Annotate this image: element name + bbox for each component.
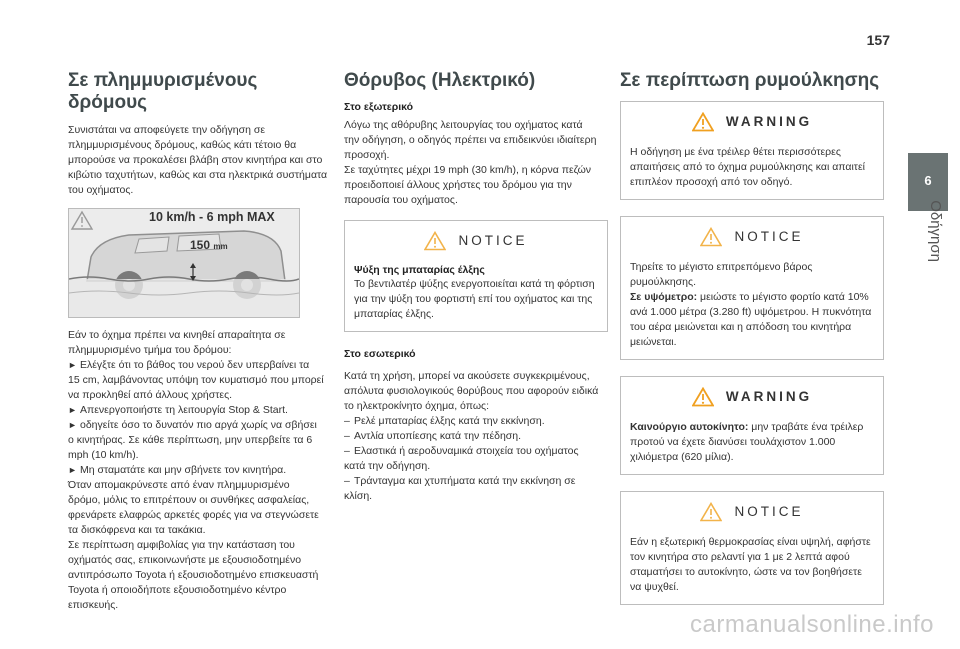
- notice-line: μπαταρίας έλξης.: [354, 307, 434, 320]
- chapter-number: 6: [924, 173, 932, 188]
- altitude-text: μειώστε το μέγιστο φορτίο κατά 10%: [697, 290, 869, 303]
- interior-line: απόλυτα φυσιολογικούς θορύβους που αφορούν ειδικά: [344, 384, 599, 397]
- warning-header: [630, 111, 874, 133]
- outro-line: Toyota ή οποιοδήποτε εξουσιοδοτημένο κέντρο: [68, 583, 287, 596]
- condition-line: Εάν το όχημα πρέπει να κινηθεί απαραίτητα σε: [68, 328, 286, 341]
- bullet-text: Ελέγξτε ότι το βάθος του νερού δεν υπερβαίνει τα: [80, 358, 310, 371]
- water-depth-label: [190, 238, 228, 252]
- notice-triangle-icon: [700, 227, 722, 247]
- bullet-text: Απενεργοποιήστε τη λειτουργία Stop & Start.: [80, 403, 288, 416]
- bullet-item: [68, 418, 332, 433]
- new-car-label: Καινούργιο αυτοκίνητο:: [630, 420, 749, 433]
- warning-line: χιλιόμετρα (620 μίλια).: [630, 450, 734, 463]
- notice-header: [354, 230, 598, 252]
- outro-line: επισκευής.: [68, 598, 119, 611]
- warning-title: WARNING: [725, 114, 813, 130]
- notice-triangle-icon: [424, 231, 446, 251]
- notice-header: [630, 226, 874, 248]
- warning-triangle-icon: [692, 112, 714, 132]
- notice-line: Τηρείτε το μέγιστο επιτρεπόμενο βάρος: [630, 260, 813, 273]
- bullet-item: [68, 358, 332, 373]
- notice-box-battery-cooling: [344, 220, 608, 332]
- new-car-text: μην τραβάτε ένα τρέιλερ: [748, 420, 864, 433]
- watermark-link[interactable]: carmanualsonline.info: [690, 611, 934, 638]
- exterior-subheading: Στο εξωτερικό: [344, 100, 414, 113]
- notice-title: NOTICE: [734, 504, 804, 520]
- exterior-line: προειδοποιεί άλλους χρήστες του δρόμου για την: [344, 178, 572, 191]
- exterior-line: προσοχή.: [344, 148, 390, 161]
- notice-title: NOTICE: [734, 229, 804, 245]
- bullet-text: ο κινητήρας. Σε κάθε περίπτωση, μην υπερβείτε τα 6: [68, 433, 313, 446]
- notice-header: [630, 501, 874, 523]
- outro-line: φρενάρετε ελαφρώς αρκετές φορές για να στεγνώσετε: [68, 508, 319, 521]
- outro-line: οχήματός σας, επικοινωνήστε με εξουσιοδοτημένο: [68, 553, 302, 566]
- column-towing: [620, 70, 884, 621]
- outro-line: δρόμο, μόλις το επιτρέπουν οι συνθήκες ασφαλείας,: [68, 493, 310, 506]
- intro-line: Συνιστάται να αποφεύγετε την οδήγηση σε: [68, 123, 266, 136]
- column-flooded-roads: [68, 70, 332, 613]
- page-number: 157: [866, 32, 890, 48]
- notice-line: ρυμούλκησης.: [630, 275, 696, 288]
- interior-line: Κατά τη χρήση, μπορεί να ακούσετε συγκεκριμένους,: [344, 369, 590, 382]
- warning-line: απαιτήσεις από το όχημα ρυμούλκησης και απαιτεί: [630, 160, 865, 173]
- dash-text: κλίση.: [344, 489, 373, 502]
- notice-box-cooling: [620, 491, 884, 605]
- bullet-text: Μη σταματάτε και μην σβήνετε τον κινητήρα.: [80, 463, 287, 476]
- column-noise: [344, 70, 608, 504]
- intro-line: του οχήματος.: [68, 183, 134, 196]
- warning-box-trailer: [620, 101, 884, 200]
- arrow-bullet-icon: ►: [68, 419, 77, 430]
- bullet-text: 15 cm, λαμβάνοντας υπόψη τον κυματισμό που μπορεί: [68, 373, 324, 386]
- water-depth-value: 150: [190, 238, 211, 252]
- notice-line: Εάν η εξωτερική θερμοκρασίας είναι υψηλή, αφήστε: [630, 535, 871, 548]
- dash-item: – Ελαστικά ή αεροδυναμικά στοιχεία του οχήματος: [344, 444, 579, 457]
- interior-line: το ηλεκτροκίνητο όχημα, όπως:: [344, 399, 489, 412]
- warning-triangle-icon: [692, 387, 714, 407]
- flooded-road-illustration: [68, 208, 300, 318]
- water-depth-unit: mm: [213, 242, 228, 251]
- outro-line: Όταν απομακρύνεστε από έναν πλημμυρισμένο: [68, 478, 290, 491]
- intro-line: πλημμυρισμένους δρόμους, καθώς κάτι τέτοιο θα: [68, 138, 297, 151]
- notice-title: NOTICE: [458, 233, 528, 249]
- notice-line: για την ψύξη του φορτιστή επί του οχήματος και της: [354, 292, 593, 305]
- car-in-water-image: [69, 209, 299, 317]
- notice-line: τον κινητήρα στο ρελαντί για 1 με 2 λεπτά αφού: [630, 550, 850, 563]
- exterior-line: παρουσία του οχήματος.: [344, 193, 458, 206]
- notice-line: Το βεντιλατέρ ψύξης ενεργοποιείται κατά τη φόρτιση: [354, 277, 595, 290]
- bullet-item: [68, 463, 332, 478]
- notice-line: [630, 290, 874, 305]
- towing-heading: Σε περίπτωση ρυμούλκησης: [620, 70, 880, 91]
- warning-header: [630, 386, 874, 408]
- bullet-text: mph (10 km/h).: [68, 448, 139, 461]
- dash-item: – Αντλία υποπίεσης κατά την πέδηση.: [344, 429, 522, 442]
- arrow-bullet-icon: ►: [68, 404, 77, 415]
- notice-line: μειώνεται.: [630, 335, 677, 348]
- exterior-line: Σε ταχύτητες μέχρι 19 mph (30 km/h), η κόρνα πεζών: [344, 163, 592, 176]
- warning-title: WARNING: [725, 389, 813, 405]
- flooded-roads-heading: Σε πλημμυρισμένους δρόμους: [68, 70, 258, 113]
- bullet-text: οδηγείτε όσο το δυνατόν πιο αργά χωρίς να σβήσει: [80, 418, 317, 431]
- noise-heading: Θόρυβος (Ηλεκτρικό): [344, 70, 536, 91]
- dash-text: Ελαστικά ή αεροδυναμικά στοιχεία του οχήματος: [354, 444, 579, 457]
- warning-line: επιπλέον προσοχή από τον οδηγό.: [630, 175, 793, 188]
- bullet-text: να προκληθεί από άλλους χρήστες.: [68, 388, 233, 401]
- intro-line: μπορούσε να προκαλέσει βλάβη στον κινητήρα και στο: [68, 153, 323, 166]
- altitude-label: Σε υψόμετρο:: [630, 290, 698, 303]
- bullet-item: [68, 403, 332, 418]
- notice-box-weight: [620, 216, 884, 360]
- dash-text: κατά την οδήγηση.: [344, 459, 431, 472]
- outro-line: αντιπρόσωπο Toyota ή εξουσιοδοτημένο επισκευαστή: [68, 568, 319, 581]
- notice-line: να ψυχθεί.: [630, 580, 679, 593]
- arrow-bullet-icon: ►: [68, 464, 77, 475]
- dash-text: Αντλία υποπίεσης κατά την πέδηση.: [354, 429, 522, 442]
- speed-limit-label: 10 km/h - 6 mph MAX: [149, 210, 275, 224]
- chapter-label: Οδήγηση: [927, 200, 944, 262]
- dash-text: Τράνταγμα και χτυπήματα κατά την εκκίνηση σε: [354, 474, 576, 487]
- interior-subheading: Στο εσωτερικό: [344, 347, 416, 360]
- intro-line: κιβώτιο ταχυτήτων, καθώς και στα ηλεκτρικά συστήματα: [68, 168, 328, 181]
- warning-line: Η οδήγηση με ένα τρέιλερ θέτει περισσότερες: [630, 145, 841, 158]
- warning-line: [630, 420, 874, 435]
- notice-subtitle: Ψύξη της μπαταρίας έλξης: [354, 263, 485, 276]
- outro-line: τα δισκόφρενα και τα τακάκια.: [68, 523, 206, 536]
- dash-text: Ρελέ μπαταρίας έλξης κατά την εκκίνηση.: [354, 414, 545, 427]
- notice-line: του αέρα μειώνεται και η απόδοση του κινητήρα: [630, 320, 852, 333]
- condition-line: πλημμυρισμένο τμήμα του δρόμου:: [68, 343, 232, 356]
- notice-triangle-icon: [700, 502, 722, 522]
- dash-item: – Τράνταγμα και χτυπήματα κατά την εκκίνηση σε: [344, 474, 576, 487]
- notice-line: σταματήσει το αυτοκίνητο, ώστε να τον βοηθήσετε: [630, 565, 862, 578]
- warning-box-new-car: [620, 376, 884, 475]
- dash-item: – Ρελέ μπαταρίας έλξης κατά την εκκίνηση.: [344, 414, 545, 427]
- arrow-bullet-icon: ►: [68, 359, 77, 370]
- outro-line: Σε περίπτωση αμφιβολίας για την κατάσταση του: [68, 538, 295, 551]
- exterior-line: Λόγω της αθόρυβης λειτουργίας του οχήματος κατά: [344, 118, 583, 131]
- warning-line: προτού να έχετε διανύσει τουλάχιστον 1.000: [630, 435, 836, 448]
- notice-line: ανά 1.000 μέτρα (3.280 ft) υψόμετρου. Η πυκνότητα: [630, 305, 872, 318]
- exterior-line: την οδήγηση, ο οδηγός πρέπει να επιδεικνύει ιδιαίτερη: [344, 133, 597, 146]
